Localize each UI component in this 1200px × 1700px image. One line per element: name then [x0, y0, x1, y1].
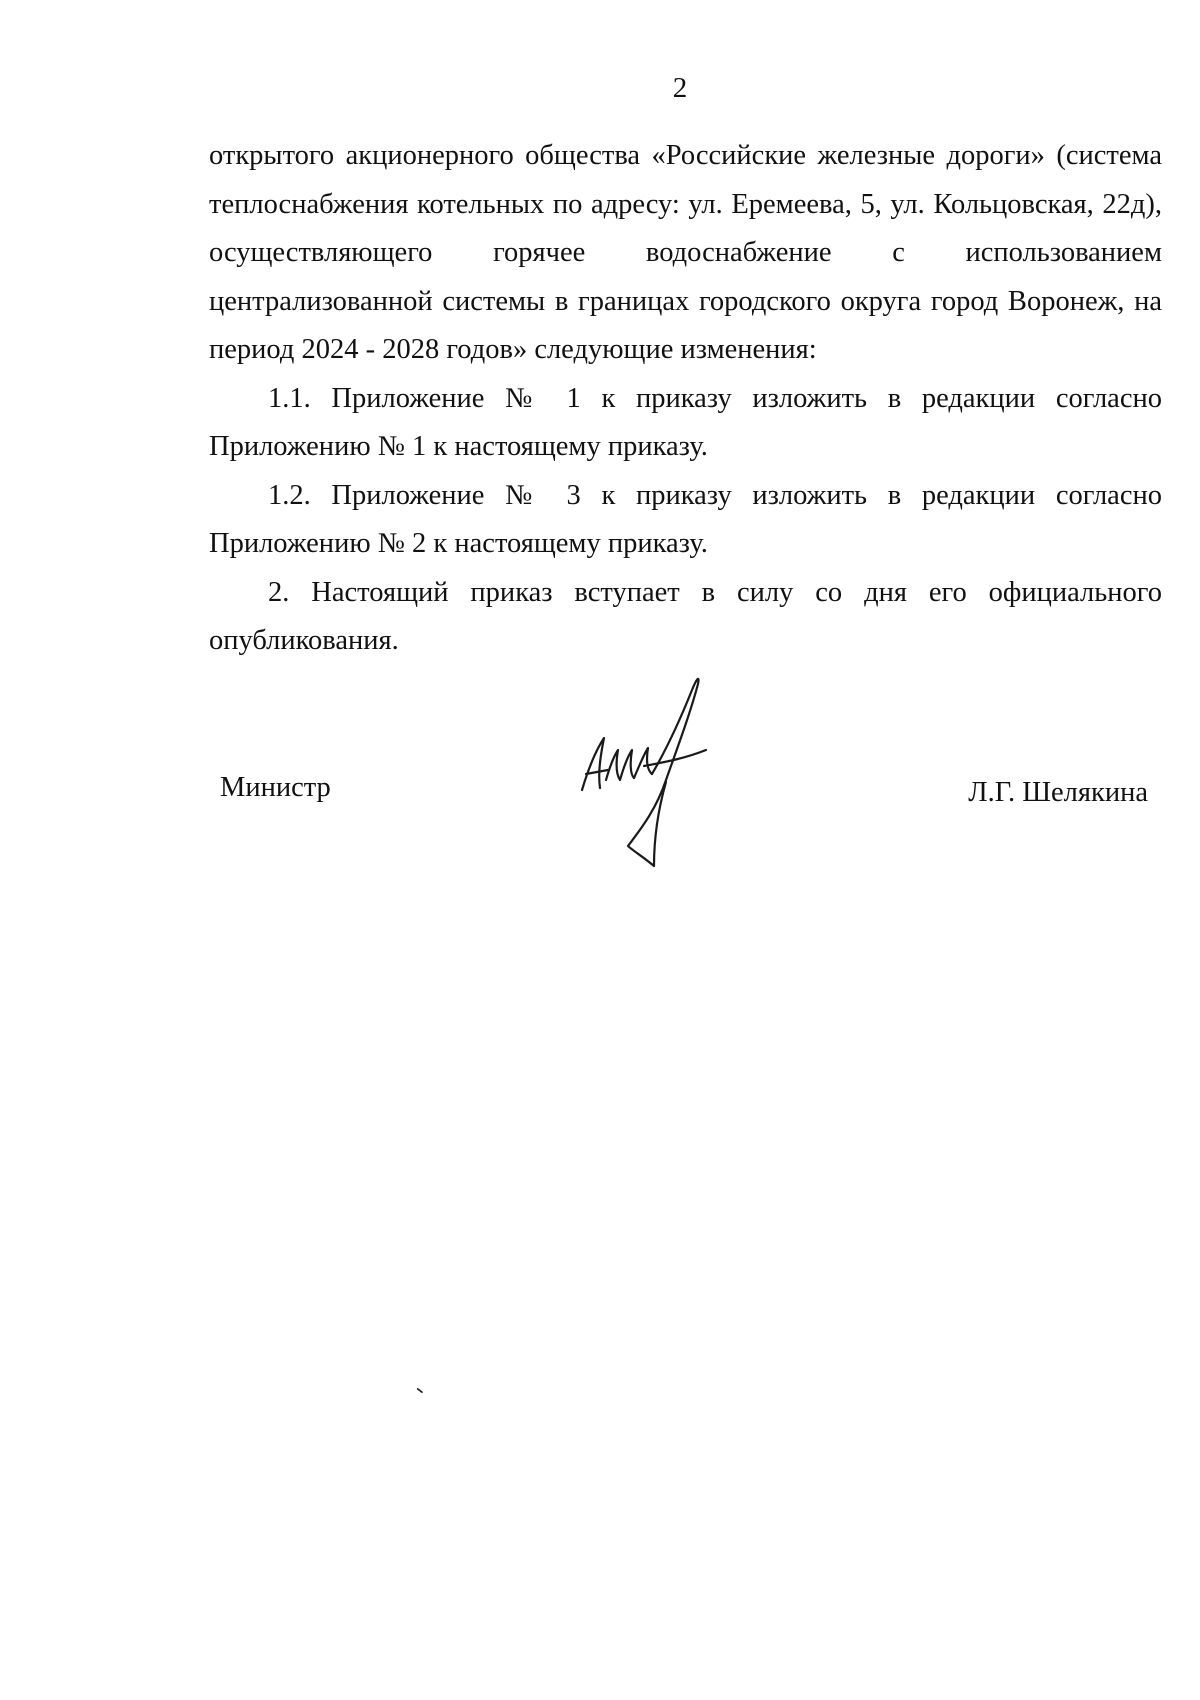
clause-1-2: 1.2. Приложение № 3 к приказу изложить в редакции согласно Приложению № 2 к настоящему приказу. — [209, 479, 1162, 559]
stray-ink-mark — [417, 1388, 423, 1393]
signer-name: Л.Г. Шелякина — [968, 777, 1148, 808]
document-body — [209, 132, 1162, 666]
handwritten-signature — [570, 670, 740, 875]
clause-2: 2. Настоящий приказ вступает в силу со дня его официального опубликования. — [209, 576, 1162, 656]
signer-position: Министр — [220, 772, 331, 803]
page-number: 2 — [672, 72, 688, 104]
clause-1-1: 1.1. Приложение № 1 к приказу изложить в редакции согласно Приложению № 1 к настоящему приказу. — [209, 382, 1162, 462]
intro-paragraph: открытого акционерного общества «Российские железные дороги» (система теплоснабжения котельных по адресу: ул. Еремеева, 5, ул. Кольцовская, 22д), осуществляющего горячее водоснабжение с использованием централизованной системы в границах городского округа город Воронеж, на период 2024 - 2028 годов» следующие изменения: — [209, 140, 1162, 365]
